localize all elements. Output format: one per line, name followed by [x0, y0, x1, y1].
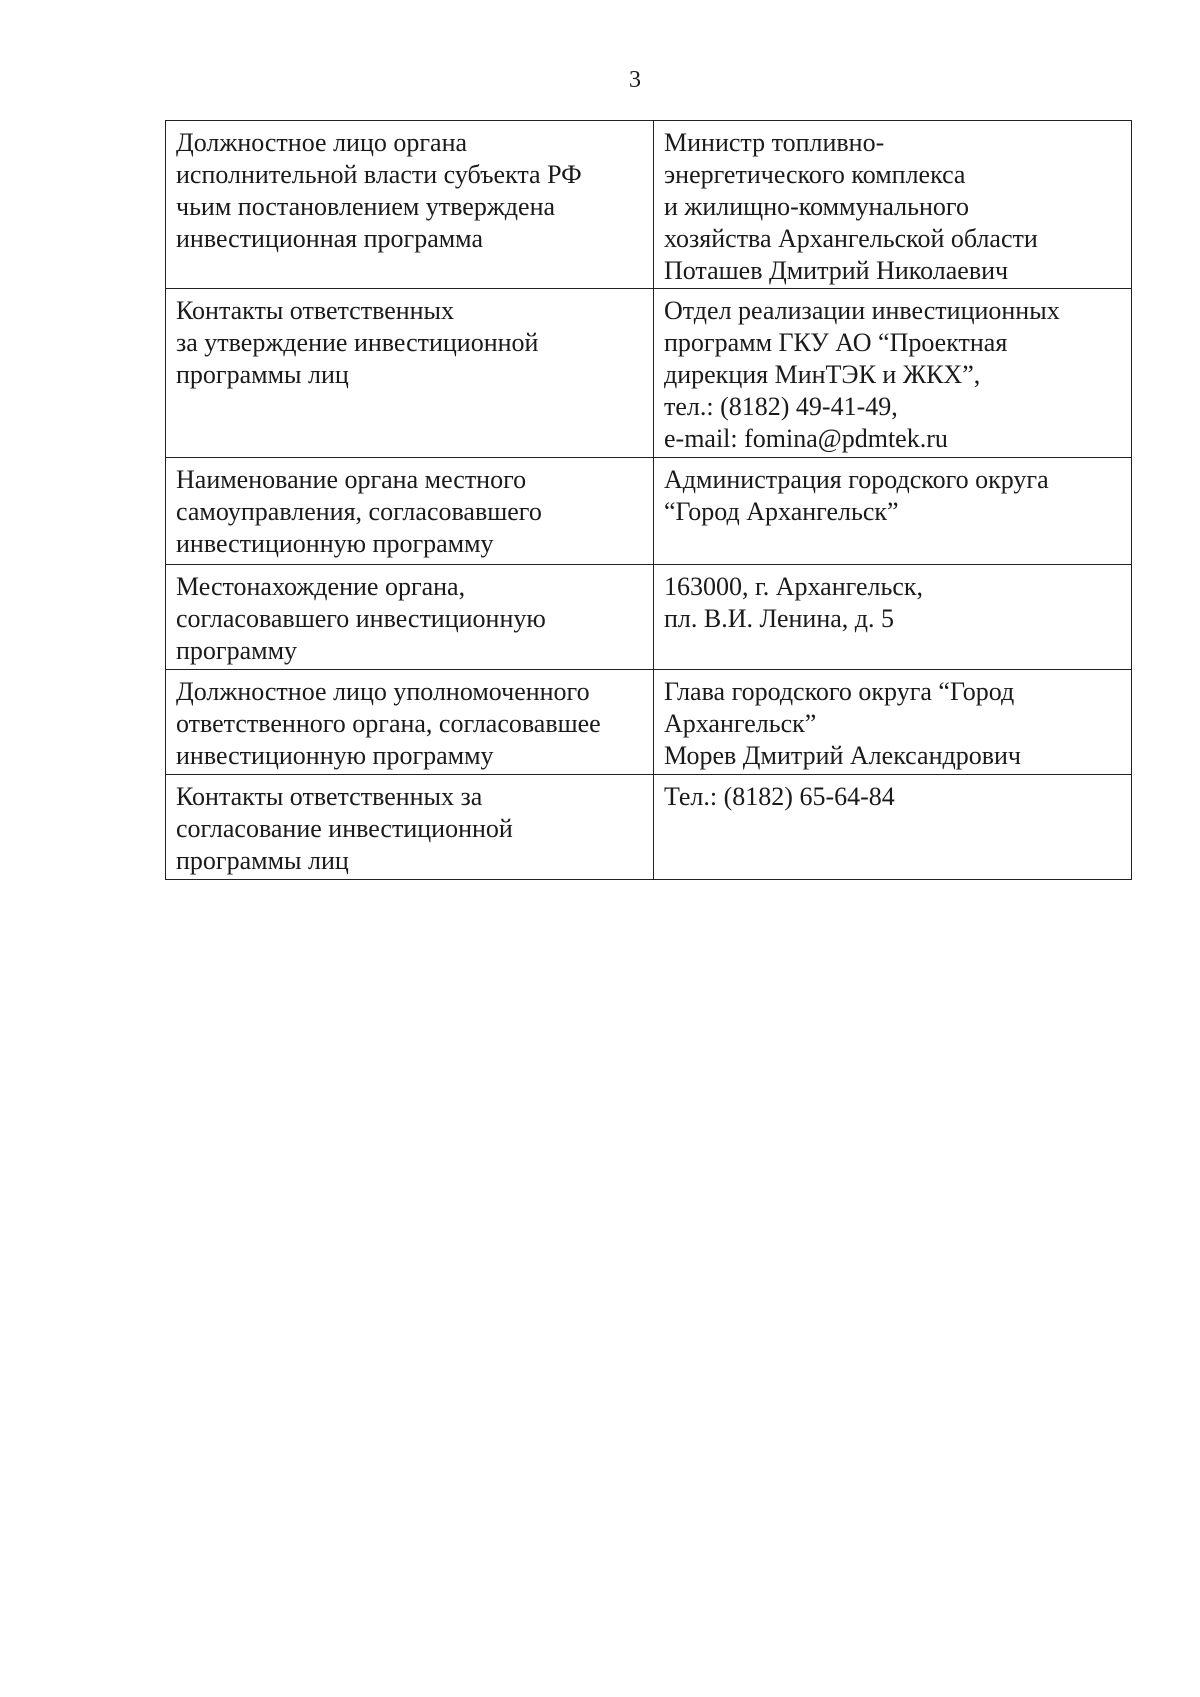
value-line: Тел.: (8182) 65-64-84: [664, 782, 895, 811]
label-line: согласование инвестиционной: [176, 814, 513, 843]
value-line: Морев Дмитрий Александрович: [664, 741, 1021, 770]
value-line: “Город Архангельск”: [664, 497, 899, 526]
value-line: хозяйства Архангельской области: [664, 224, 1038, 253]
label-line: самоуправления, согласовавшего: [176, 497, 542, 526]
label-line: исполнительной власти субъекта РФ: [176, 160, 582, 189]
row-label-cell: [166, 289, 654, 458]
value-line: программ ГКУ АО “Проектная: [664, 328, 1008, 357]
row-value-cell: [654, 458, 1132, 565]
value-line: тел.: (8182) 49-41-49,: [664, 392, 898, 421]
table-row: [166, 775, 1132, 880]
row-value-cell: [654, 565, 1132, 670]
label-line: Должностное лицо органа: [176, 128, 468, 157]
value-line: и жилищно-коммунального: [664, 192, 969, 221]
value-line: дирекция МинТЭК и ЖКХ”,: [664, 360, 981, 389]
value-line: Министр топливно-: [664, 128, 885, 157]
value-line: Глава городского округа “Город: [664, 677, 1015, 706]
label-line: Должностное лицо уполномоченного: [176, 677, 590, 706]
label-line: Контакты ответственных: [176, 296, 455, 325]
table-row: [166, 121, 1132, 289]
label-line: согласовавшего инвестиционную: [176, 604, 546, 633]
label-line: инвестиционную программу: [176, 529, 494, 558]
label-line: за утверждение инвестиционной: [176, 328, 539, 357]
row-value-cell: [654, 289, 1132, 458]
value-line: Администрация городского округа: [664, 465, 1049, 494]
label-line: ответственного органа, согласовавшее: [176, 709, 601, 738]
page-number: 3: [629, 67, 641, 93]
table-row: [166, 565, 1132, 670]
label-line: программы лиц: [176, 846, 349, 875]
label-line: программы лиц: [176, 360, 349, 389]
row-label-cell: [166, 458, 654, 565]
label-line: программу: [176, 636, 298, 665]
label-line: Контакты ответственных за: [176, 782, 483, 811]
row-label-cell: [166, 775, 654, 880]
label-line: инвестиционную программу: [176, 741, 494, 770]
row-label-cell: [166, 670, 654, 775]
row-label-cell: [166, 565, 654, 670]
label-line: инвестиционная программа: [176, 224, 483, 253]
table-row: [166, 670, 1132, 775]
label-line: Наименование органа местного: [176, 465, 527, 494]
row-label-cell: [166, 121, 654, 289]
table-row: [166, 458, 1132, 565]
value-line: 163000, г. Архангельск,: [664, 572, 923, 601]
value-line: Поташев Дмитрий Николаевич: [664, 256, 1009, 285]
row-value-cell: [654, 775, 1132, 880]
table-row: [166, 289, 1132, 458]
value-line: Отдел реализации инвестиционных: [664, 296, 1060, 325]
email-link[interactable]: e-mail: fomina@pdmtek.ru: [664, 424, 948, 453]
label-line: Местонахождение органа,: [176, 572, 466, 601]
row-value-cell: [654, 670, 1132, 775]
value-line: Архангельск”: [664, 709, 817, 738]
value-line: пл. В.И. Ленина, д. 5: [664, 604, 895, 633]
value-line: энергетического комплекса: [664, 160, 966, 189]
info-table: [165, 120, 1132, 880]
row-value-cell: [654, 121, 1132, 289]
label-line: чьим постановлением утверждена: [176, 192, 556, 221]
